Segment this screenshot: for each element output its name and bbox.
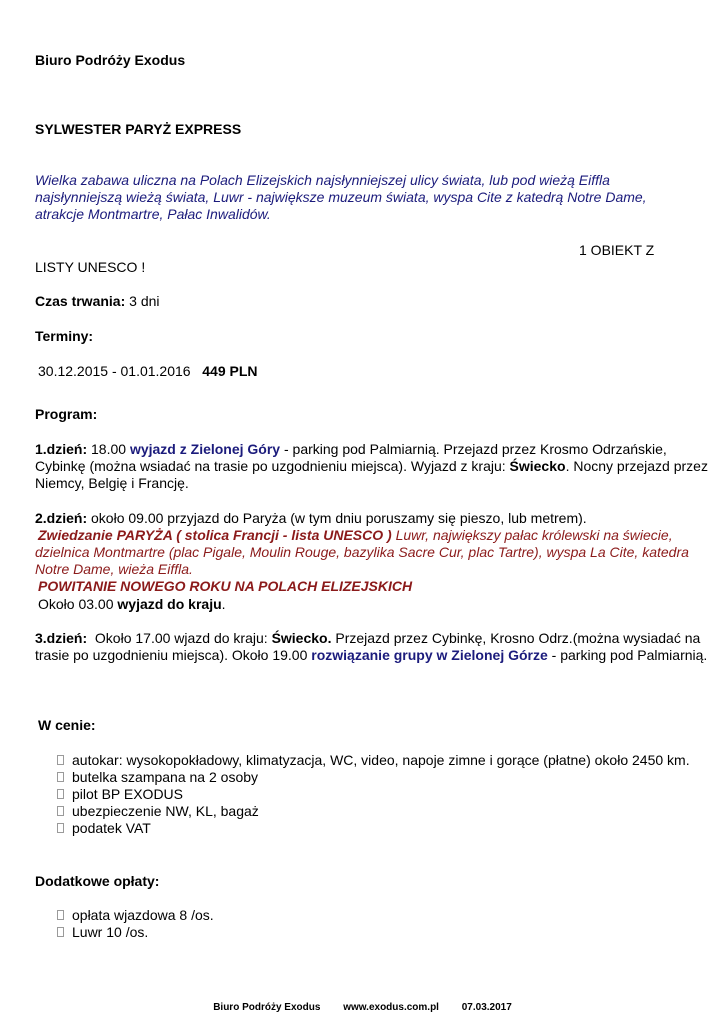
day2-line1: 2.dzień: około 09.00 przyjazd do Paryża (w tym dniu poruszamy się pieszo, lub metrem).	[35, 510, 587, 526]
list-item: podatek VAT	[57, 820, 690, 837]
bullet-icon	[57, 806, 64, 816]
footer-date: 07.03.2017	[461, 1002, 512, 1013]
bullet-icon	[57, 755, 64, 765]
day1-line1: 1.dzień: 18.00 wyjazd z Zielonej Góry - parking pod Palmiarnią. Przejazd przez Krosmo Odrzańskie,	[35, 441, 667, 457]
bullet-icon	[57, 927, 64, 937]
day3-border: Świecko.	[271, 630, 332, 646]
list-item: butelka szampana na 2 osoby	[57, 769, 690, 786]
bullet-icon	[57, 772, 64, 782]
day2-departure: wyjazd do kraju	[117, 596, 222, 612]
footer	[0, 999, 725, 1016]
extra-label: Dodatkowe opłaty:	[35, 873, 160, 889]
term-price: 449 PLN	[202, 363, 258, 379]
included-list	[57, 752, 690, 837]
company-header: Biuro Podróży Exodus	[35, 52, 186, 68]
offer-title: SYLWESTER PARYŻ EXPRESS	[35, 121, 242, 137]
day3-line2: trasie po uzgodnieniu miejsca). Około 19.00 rozwiązanie grupy w Zielonej Górze - parking pod Palmiarnią.	[35, 647, 708, 663]
day1-label: 1.dzień:	[35, 441, 88, 457]
day2-newyear: POWITANIE NOWEGO ROKU NA POLACH ELIZEJSKICH	[38, 578, 413, 594]
bullet-icon	[57, 823, 64, 833]
footer-website[interactable]: www.exodus.com.pl	[343, 1002, 439, 1013]
day1-border: Świecko	[509, 458, 566, 474]
list-item: ubezpieczenie NW, KL, bagaż	[57, 803, 690, 820]
day3-label: 3.dzień:	[35, 630, 88, 646]
terms-label: Terminy:	[35, 328, 94, 344]
duration-value: 3 dni	[125, 293, 160, 309]
extra-list	[57, 907, 214, 941]
unesco-line-2: LISTY UNESCO !	[35, 259, 146, 275]
list-item: autokar: wysokopokładowy, klimatyzacja, WC, video, napoje zimne i gorące (płatne) około 2450 km.	[57, 752, 690, 769]
day1-line2: Cybinkę (można wsiadać na trasie po uzgodnieniu miejsca). Wyjazd z kraju: Świecko. Nocny przejazd przez	[35, 458, 708, 474]
list-item: Luwr 10 /os.	[57, 924, 214, 941]
day2-line3: dzielnica Montmartre (plac Pigale, Moulin Rouge, bazylika Sacre Cur, plac Tartre), wyspa La Cite, katedra	[35, 544, 689, 560]
bullet-icon	[57, 910, 64, 920]
day3-line1: 3.dzień: Około 17.00 wjazd do kraju: Świecko. Przejazd przez Cybinkę, Krosno Odrz.(można wysiadać na	[35, 630, 701, 646]
term-dates: 30.12.2015 - 01.01.2016	[38, 363, 191, 379]
unesco-line-1: 1 OBIEKT Z	[579, 242, 655, 258]
duration-label: Czas trwania:	[35, 293, 126, 309]
included-label: W cenie:	[38, 717, 96, 733]
day1-departure: wyjazd z Zielonej Góry	[129, 441, 281, 457]
list-item: pilot BP EXODUS	[57, 786, 690, 803]
day2-sightseeing: Zwiedzanie PARYŻA ( stolica Francji - lista UNESCO )	[38, 527, 392, 543]
footer-company: Biuro Podróży Exodus	[213, 1002, 321, 1013]
program-label: Program:	[35, 406, 98, 422]
bullet-icon	[57, 789, 64, 799]
day2-line4: Notre Dame, wieża Eiffla.	[35, 561, 193, 577]
day2-label: 2.dzień:	[35, 510, 88, 526]
duration	[35, 293, 160, 310]
intro-paragraph: Wielka zabawa uliczna na Polach Elizejskich najsłynniejszej ulicy świata, lub pod wieżą Eiffla najsłynniejszą wieżą świata, Luwr - największe muzeum świata, wyspa Cite z katedrą Notre Dame, atrakcje Montmartre, Pałac Inwalidów.	[35, 172, 647, 222]
day2-line6: Około 03.00 wyjazd do kraju.	[38, 596, 226, 612]
list-item: opłata wjazdowa 8 /os.	[57, 907, 214, 924]
day1-line3: Niemcy, Belgię i Francję.	[35, 475, 189, 491]
term-row	[38, 363, 258, 380]
day3-return: rozwiązanie grupy w Zielonej Górze	[311, 647, 548, 663]
day2-line2: Zwiedzanie PARYŻA ( stolica Francji - lista UNESCO ) Luwr, największy pałac królewski na świecie,	[38, 527, 673, 543]
